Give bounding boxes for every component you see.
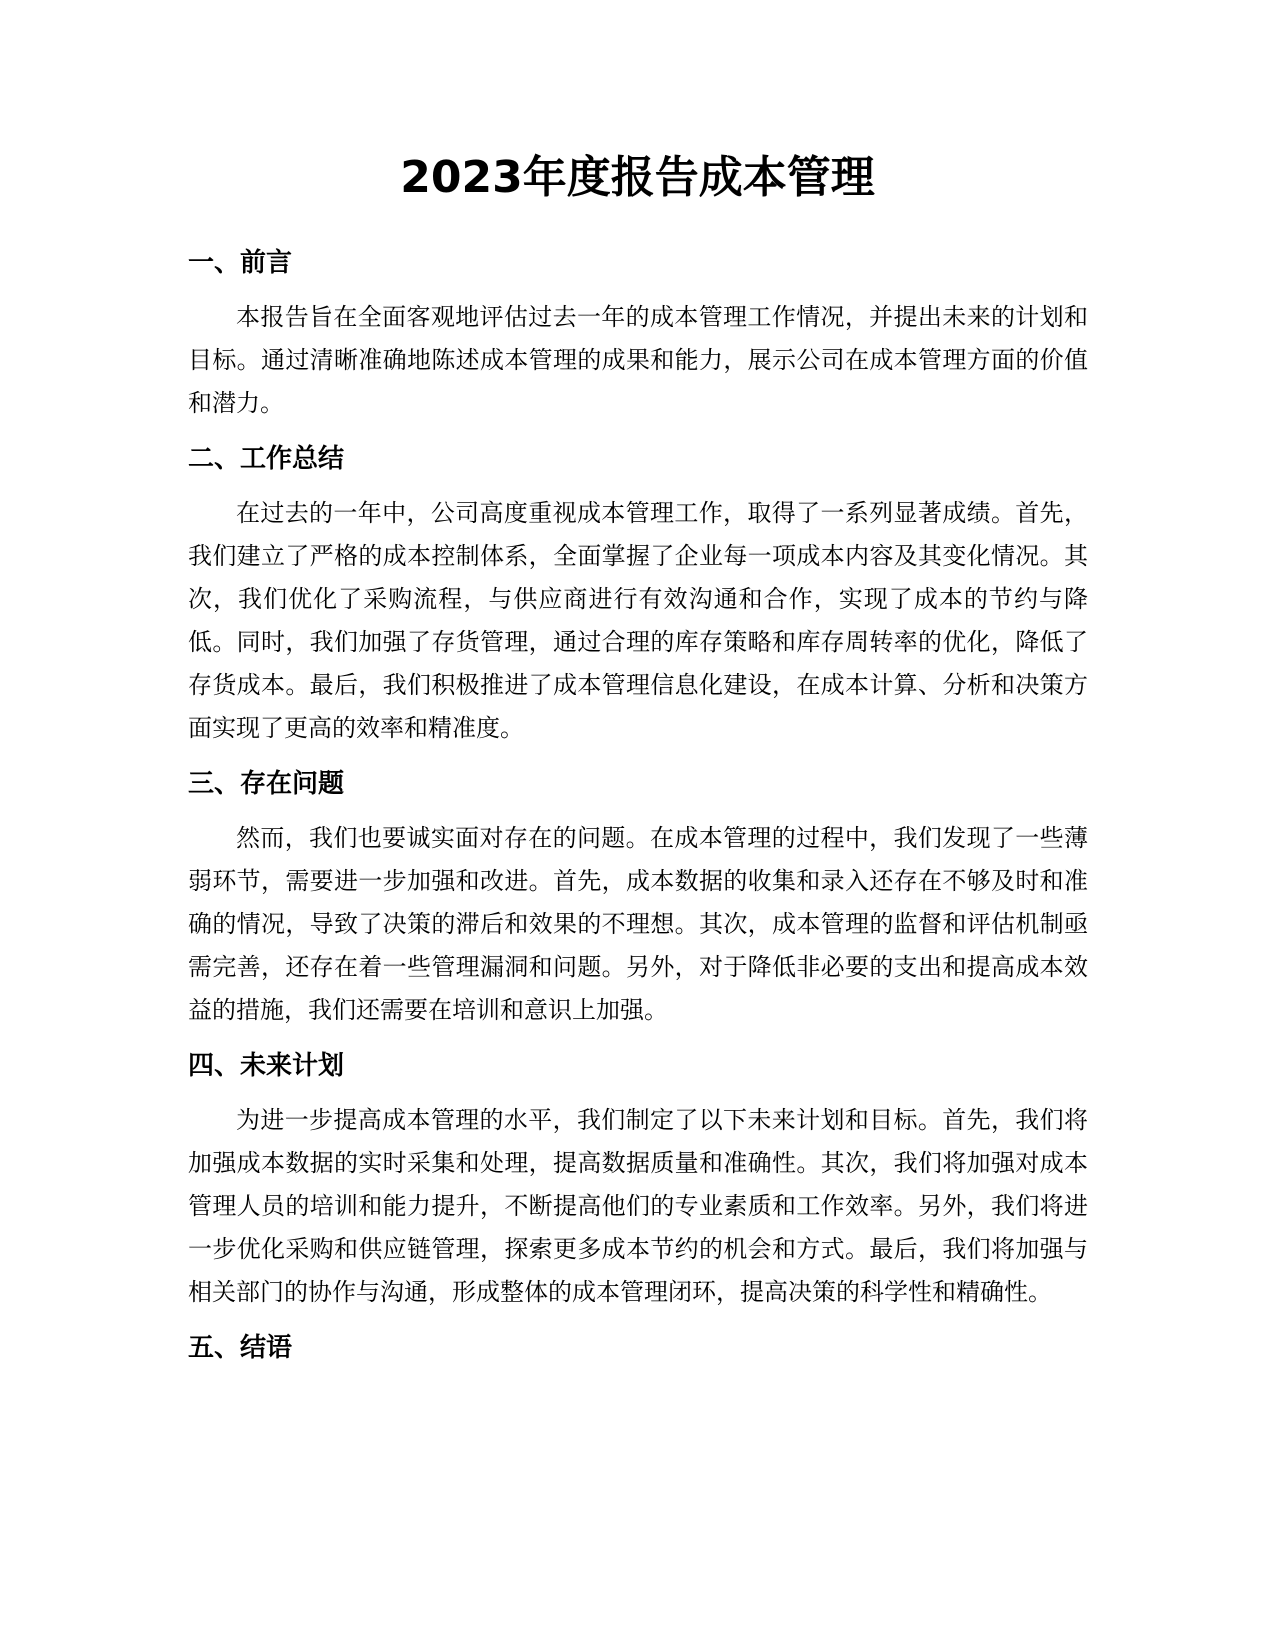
section-heading: 四、未来计划 bbox=[188, 1051, 345, 1081]
section-future-plan bbox=[188, 1049, 1088, 1314]
section-preface bbox=[188, 246, 1088, 425]
section-paragraph: 本报告旨在全面客观地评估过去一年的成本管理工作情况，并提出未来的计划和目标。通过清晰准确地陈述成本管理的成果和能力，展示公司在成本管理方面的价值和潜力。 bbox=[188, 303, 1088, 417]
section-paragraph: 然而，我们也要诚实面对存在的问题。在成本管理的过程中，我们发现了一些薄弱环节，需要进一步加强和改进。首先，成本数据的收集和录入还存在不够及时和准确的情况，导致了决策的滞后和效果的不理想。其次，成本管理的监督和评估机制亟需完善，还存在着一些管理漏洞和问题。另外，对于降低非必要的支出和提高成本效益的措施，我们还需要在培训和意识上加强。 bbox=[188, 824, 1088, 1024]
section-heading: 三、存在问题 bbox=[188, 769, 345, 799]
section-conclusion bbox=[188, 1331, 1088, 1365]
section-heading: 二、工作总结 bbox=[188, 444, 345, 474]
section-work-summary bbox=[188, 442, 1088, 750]
document-title: 2023年度报告成本管理 bbox=[400, 152, 875, 203]
section-existing-problems bbox=[188, 767, 1088, 1032]
document-body bbox=[188, 246, 1088, 1381]
section-heading: 一、前言 bbox=[188, 248, 293, 278]
section-paragraph: 为进一步提高成本管理的水平，我们制定了以下未来计划和目标。首先，我们将加强成本数据的实时采集和处理，提高数据质量和准确性。其次，我们将加强对成本管理人员的培训和能力提升，不断提高他们的专业素质和工作效率。另外，我们将进一步优化采购和供应链管理，探索更多成本节约的机会和方式。最后，我们将加强与相关部门的协作与沟通，形成整体的成本管理闭环，提高决策的科学性和精确性。 bbox=[188, 1106, 1088, 1306]
section-paragraph: 在过去的一年中，公司高度重视成本管理工作，取得了一系列显著成绩。首先，我们建立了严格的成本控制体系，全面掌握了企业每一项成本内容及其变化情况。其次，我们优化了采购流程，与供应商进行有效沟通和合作，实现了成本的节约与降低。同时，我们加强了存货管理，通过合理的库存策略和库存周转率的优化，降低了存货成本。最后，我们积极推进了成本管理信息化建设，在成本计算、分析和决策方面实现了更高的效率和精准度。 bbox=[188, 499, 1088, 742]
section-heading: 五、结语 bbox=[188, 1333, 293, 1363]
